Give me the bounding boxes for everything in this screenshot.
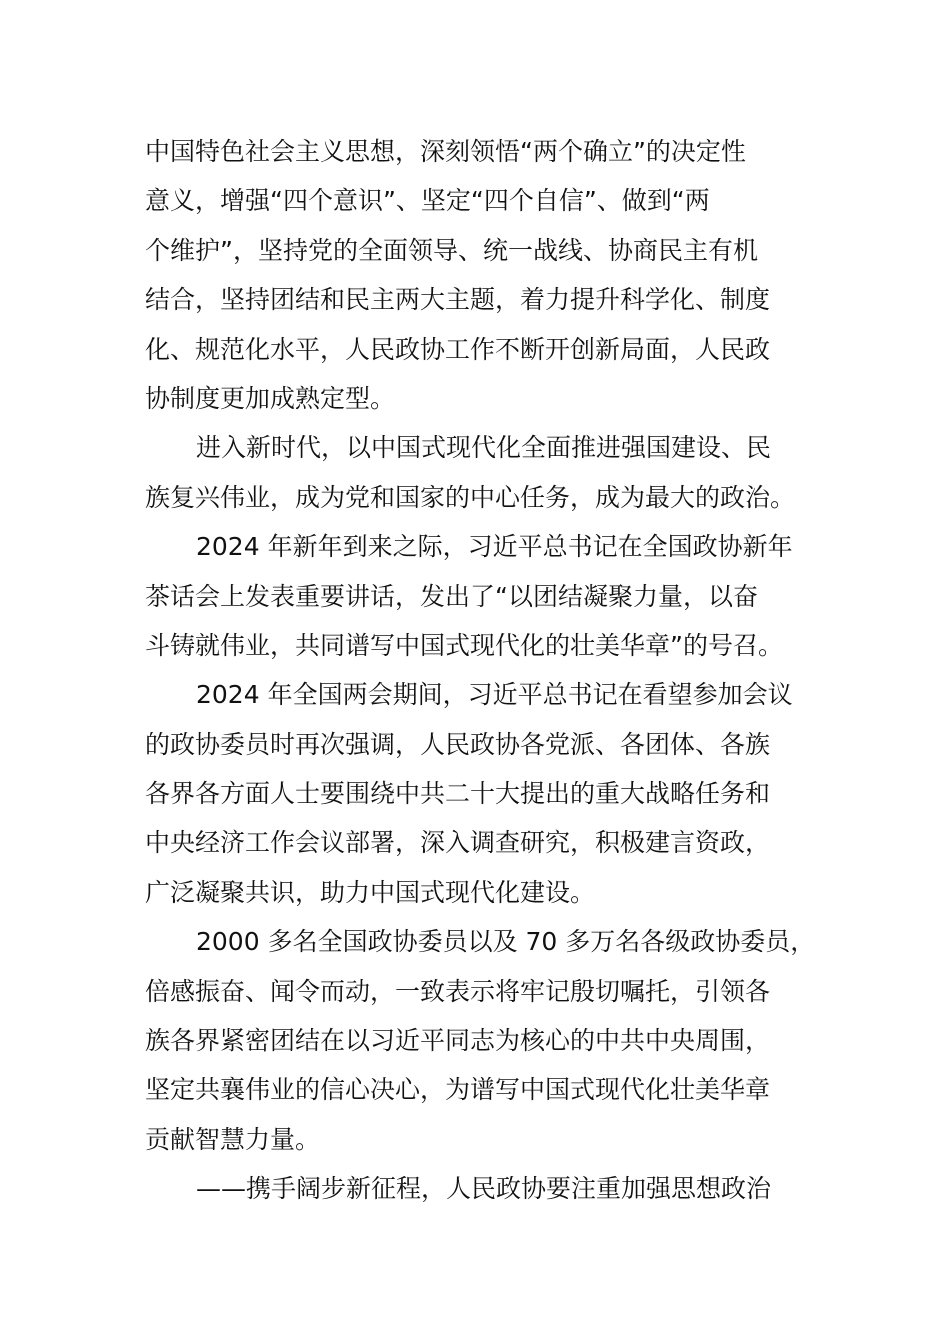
text-line: 中国特色社会主义思想，深刻领悟“两个确立”的决定性 — [145, 137, 746, 166]
paragraph-first-line: ——携手阔步新征程，人民政协要注重加强思想政治 — [196, 1174, 772, 1204]
text-line: 坚定共襄伟业的信心决心，为谱写中国式现代化壮美华章 — [145, 1075, 771, 1105]
text-line: 意义，增强“四个意识”、坚定“四个自信”、做到“两 — [145, 186, 710, 216]
text-line: 族复兴伟业，成为党和国家的中心任务，成为最大的政治。 — [145, 482, 796, 512]
paragraph-first-line: 2024 年新年到来之际，习近平总书记在全国政协新年 — [196, 532, 793, 562]
paragraph-first-line: 2000 多名全国政协委员以及 70 多万名各级政协委员， — [196, 927, 816, 957]
text-line: 倍感振奋、闻令而动，一致表示将牢记殷切嘱托，引领各 — [145, 976, 771, 1006]
body-text — [145, 127, 835, 1214]
paragraph-first-line: 进入新时代，以中国式现代化全面推进强国建设、民 — [196, 433, 772, 463]
text-line: 协制度更加成熟定型。 — [145, 383, 396, 413]
text-line: 茶话会上发表重要讲话，发出了“以团结凝聚力量，以奋 — [145, 581, 758, 611]
text-line: 广泛凝聚共识，助力中国式现代化建设。 — [145, 877, 596, 907]
text-line: 的政协委员时再次强调，人民政协各党派、各团体、各族 — [145, 729, 771, 759]
text-line: 化、规范化水平，人民政协工作不断开创新局面，人民政 — [145, 334, 771, 364]
paragraph-first-line: 2024 年全国两会期间，习近平总书记在看望参加会议 — [196, 680, 793, 710]
text-line: 各界各方面人士要围绕中共二十大提出的重大战略任务和 — [145, 779, 771, 809]
text-line: 结合，坚持团结和民主两大主题，着力提升科学化、制度 — [145, 285, 771, 315]
text-line: 个维护”，坚持党的全面领导、统一战线、协商民主有机 — [145, 235, 758, 265]
text-line: 斗铸就伟业，共同谱写中国式现代化的壮美华章”的号召。 — [145, 630, 783, 660]
text-line: 族各界紧密团结在以习近平同志为核心的中共中央周围， — [145, 1026, 771, 1056]
text-line: 中央经济工作会议部署，深入调查研究，积极建言资政， — [145, 828, 771, 858]
text-line: 贡献智慧力量。 — [145, 1124, 321, 1154]
